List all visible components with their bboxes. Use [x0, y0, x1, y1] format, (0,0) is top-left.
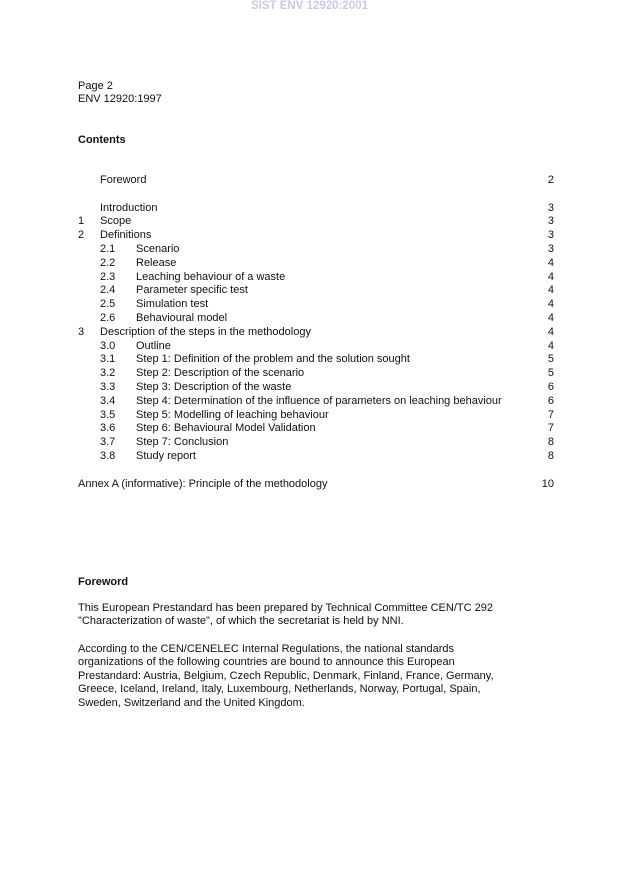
toc-entry — [78, 215, 554, 229]
toc-subsection-number: 3.1 — [100, 353, 116, 366]
text-line: This European Prestandard has been prepared by Technical Committee CEN/TC 292 — [78, 602, 493, 614]
toc-entry — [78, 271, 554, 285]
table-of-contents — [78, 174, 554, 491]
toc-title: Parameter specific test — [136, 284, 248, 297]
toc-entry — [78, 381, 554, 395]
toc-title: Step 1: Definition of the problem and the solution sought — [136, 353, 410, 366]
toc-section-number: 1 — [78, 215, 85, 228]
toc-title: Scenario — [136, 242, 180, 255]
toc-title: Release — [136, 256, 177, 269]
toc-subsection-number: 2.2 — [100, 256, 116, 269]
text-line: "Characterization of waste", of which the secretariat is held by NNI. — [78, 615, 404, 628]
toc-subsection-number: 3.7 — [100, 436, 116, 449]
contents-heading: Contents — [78, 134, 126, 146]
toc-title: Foreword — [100, 174, 147, 186]
toc-entry — [78, 395, 554, 409]
foreword-heading: Foreword — [78, 576, 129, 588]
toc-page-number: 3 — [547, 229, 554, 242]
toc-subsection-number: 3.2 — [100, 367, 116, 380]
toc-page-number: 5 — [547, 353, 554, 366]
text-line: organizations of the following countries are bound to announce this European — [78, 656, 455, 669]
document-id: ENV 12920:1997 — [78, 93, 162, 105]
toc-title: Step 2: Description of the scenario — [136, 367, 305, 380]
toc-page-number: 5 — [547, 367, 554, 380]
text-line: Sweden, Switzerland and the United Kingdom. — [78, 696, 305, 709]
toc-title: Introduction — [100, 201, 158, 214]
toc-entry — [78, 284, 554, 298]
toc-entry — [78, 340, 554, 354]
toc-page-number: 4 — [547, 311, 554, 324]
toc-subsection-number: 3.3 — [100, 380, 116, 393]
foreword-paragraph-1 — [78, 602, 558, 629]
toc-title: Step 5: Modelling of leaching behaviour — [136, 408, 329, 421]
toc-entry — [78, 243, 554, 257]
toc-title: Step 3: Description of the waste — [136, 380, 292, 393]
toc-title: Description of the steps in the methodology — [100, 325, 311, 338]
toc-page-number: 7 — [547, 422, 554, 435]
toc-page-number: 8 — [547, 449, 554, 462]
toc-title: Outline — [136, 339, 171, 352]
toc-entry — [78, 298, 554, 312]
toc-title: Step 6: Behavioural Model Validation — [136, 422, 316, 435]
toc-entry — [78, 478, 554, 492]
page-header — [78, 80, 162, 106]
toc-entry — [78, 202, 554, 216]
toc-entry — [78, 450, 554, 464]
toc-subsection-number: 3.5 — [100, 408, 116, 421]
toc-page-number: 8 — [547, 436, 554, 449]
toc-subsection-number: 2.5 — [100, 298, 116, 311]
toc-section-number: 2 — [78, 229, 85, 242]
toc-page-number: 10 — [541, 477, 554, 490]
toc-entry — [78, 422, 554, 436]
toc-page-number: 6 — [547, 380, 554, 393]
toc-entry — [78, 326, 554, 340]
toc-entry — [78, 229, 554, 243]
toc-entry — [78, 257, 554, 271]
toc-section-number: 3 — [78, 325, 85, 338]
toc-page-number: 4 — [547, 325, 554, 338]
toc-title: Simulation test — [136, 298, 209, 311]
text-line: According to the CEN/CENELEC Internal Regulations, the national standards — [78, 643, 455, 655]
toc-subsection-number: 3.0 — [100, 339, 116, 352]
toc-page-number: 2 — [547, 174, 554, 186]
toc-title: Definitions — [100, 229, 152, 242]
toc-title: Step 4: Determination of the influence of parameters on leaching behaviour — [136, 394, 502, 407]
toc-subsection-number: 3.8 — [100, 449, 116, 462]
toc-entry — [78, 312, 554, 326]
toc-subsection-number: 2.3 — [100, 270, 116, 283]
toc-page-number: 6 — [547, 394, 554, 407]
toc-page-number: 7 — [547, 408, 554, 421]
text-line: Prestandard: Austria, Belgium, Czech Republic, Denmark, Finland, France, Germany, — [78, 669, 494, 682]
toc-title: Scope — [100, 215, 132, 228]
page-number: Page 2 — [78, 80, 113, 92]
toc-page-number: 4 — [547, 284, 554, 297]
toc-title: Leaching behaviour of a waste — [136, 270, 286, 283]
toc-entry — [78, 409, 554, 423]
foreword-paragraph-2 — [78, 643, 558, 710]
toc-subsection-number: 3.4 — [100, 394, 116, 407]
toc-title: Study report — [136, 449, 196, 462]
toc-subsection-number: 2.4 — [100, 284, 116, 297]
toc-subsection-number: 2.6 — [100, 311, 116, 324]
toc-page-number: 3 — [547, 242, 554, 255]
toc-entry — [78, 436, 554, 450]
toc-subsection-number: 3.6 — [100, 422, 116, 435]
watermark: SIST ENV 12920:2001 — [251, 0, 368, 12]
toc-title: Step 7: Conclusion — [136, 436, 229, 449]
toc-page-number: 3 — [547, 201, 554, 214]
toc-page-number: 4 — [547, 256, 554, 269]
text-line: Greece, Iceland, Ireland, Italy, Luxembourg, Netherlands, Norway, Portugal, Spain, — [78, 683, 481, 696]
toc-title: Behavioural model — [136, 311, 228, 324]
toc-page-number: 4 — [547, 298, 554, 311]
toc-page-number: 3 — [547, 215, 554, 228]
toc-page-number: 4 — [547, 339, 554, 352]
toc-page-number: 4 — [547, 270, 554, 283]
toc-subsection-number: 2.1 — [100, 242, 116, 255]
toc-entry — [78, 367, 554, 381]
toc-entry — [78, 174, 554, 188]
toc-title: Annex A (informative): Principle of the methodology — [78, 477, 328, 490]
toc-entry — [78, 353, 554, 367]
